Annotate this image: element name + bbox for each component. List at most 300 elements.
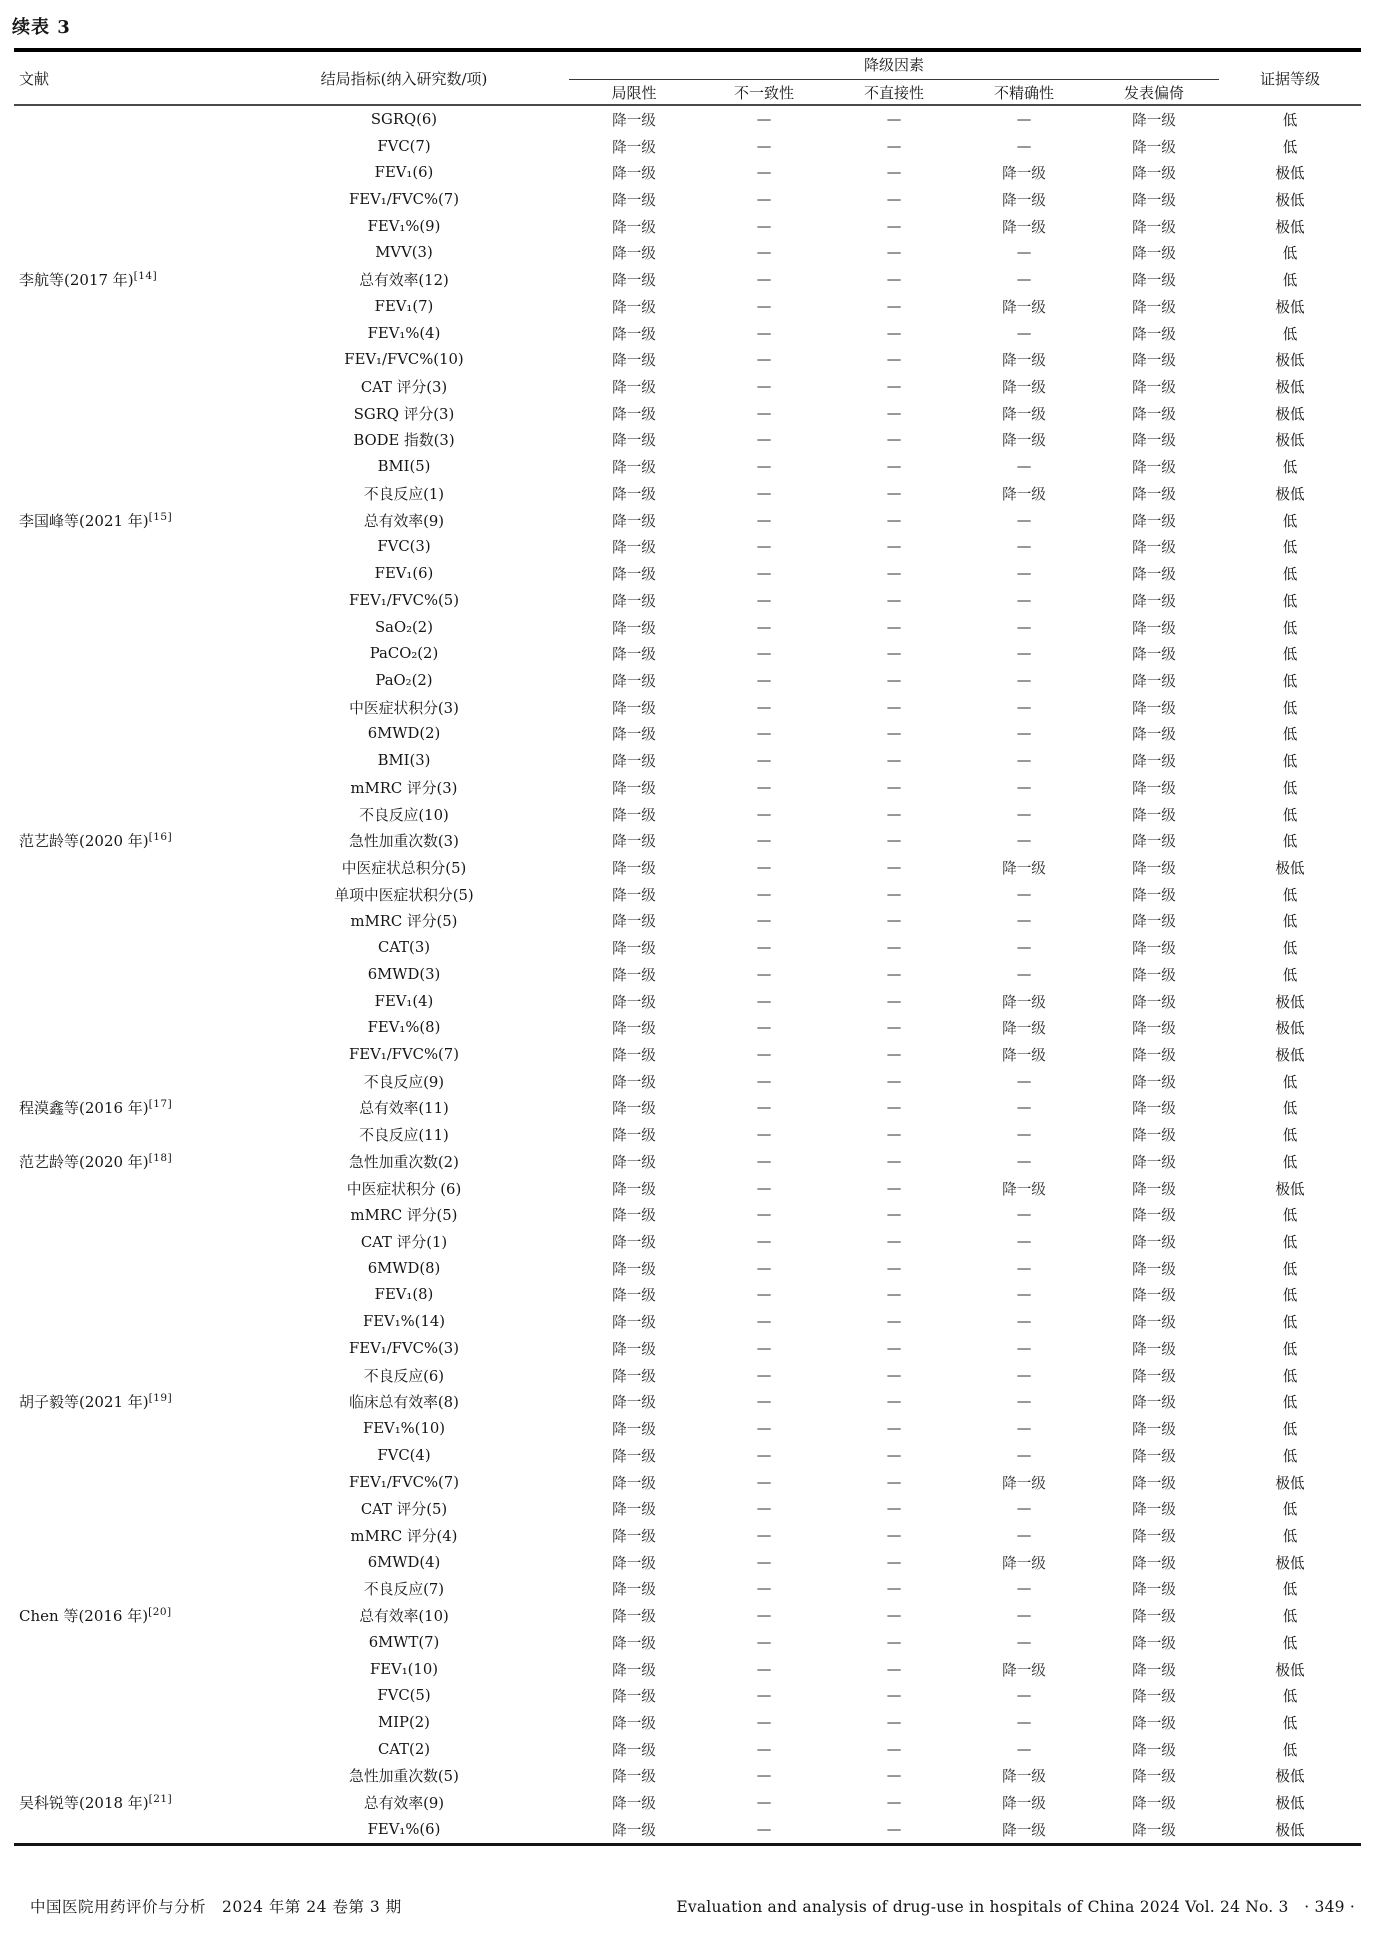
imprecision-value: — bbox=[1016, 618, 1032, 636]
indirectness-value: — bbox=[886, 752, 902, 770]
inconsistency-value: — bbox=[756, 1580, 772, 1598]
col-header-imprecision: 不精确性 bbox=[959, 80, 1089, 106]
outcome-label: 不良反应(9) bbox=[363, 1073, 445, 1091]
table-row bbox=[14, 801, 1361, 828]
limitation-value: 降一级 bbox=[612, 1314, 656, 1332]
outcome-label: CAT 评分(5) bbox=[360, 1501, 448, 1519]
publication-bias-value: 降一级 bbox=[1132, 1661, 1176, 1679]
table-row bbox=[14, 1201, 1361, 1228]
limitation-value: 降一级 bbox=[612, 1741, 656, 1759]
inconsistency-value: — bbox=[756, 752, 772, 770]
outcome-label: 临床总有效率(8) bbox=[349, 1394, 459, 1412]
evidence-grade-value: 低 bbox=[1282, 806, 1298, 824]
evidence-grade-value: 低 bbox=[1282, 1100, 1298, 1118]
table-row bbox=[14, 667, 1361, 694]
indirectness-value: — bbox=[886, 1126, 902, 1144]
outcome-label: FVC(3) bbox=[377, 538, 431, 556]
outcome-label: BMI(3) bbox=[377, 752, 431, 770]
publication-bias-value: 降一级 bbox=[1132, 1474, 1176, 1492]
imprecision-value: — bbox=[1016, 565, 1032, 583]
evidence-grade-value: 低 bbox=[1282, 1073, 1298, 1091]
imprecision-value: 降一级 bbox=[1002, 1180, 1046, 1198]
evidence-grade-value: 极低 bbox=[1275, 1661, 1305, 1679]
inconsistency-value: — bbox=[756, 110, 772, 128]
limitation-value: 降一级 bbox=[612, 859, 656, 877]
outcome-label: 总有效率(11) bbox=[359, 1100, 449, 1118]
table-body bbox=[14, 105, 1361, 1844]
reference-superscript: [18] bbox=[148, 1151, 173, 1164]
evidence-grade-value: 低 bbox=[1282, 1260, 1298, 1278]
table-row bbox=[14, 774, 1361, 801]
inconsistency-value: — bbox=[756, 1286, 772, 1304]
page-footer bbox=[30, 1895, 1355, 1917]
imprecision-value: — bbox=[1016, 1393, 1032, 1411]
indirectness-value: — bbox=[886, 484, 902, 502]
inconsistency-value: — bbox=[756, 484, 772, 502]
limitation-value: 降一级 bbox=[612, 111, 656, 129]
inconsistency-value: — bbox=[756, 591, 772, 609]
inconsistency-value: — bbox=[756, 698, 772, 716]
evidence-grade-value: 低 bbox=[1282, 1127, 1298, 1145]
inconsistency-value: — bbox=[756, 858, 772, 876]
outcome-label: CAT 评分(3) bbox=[360, 379, 448, 397]
limitation-value: 降一级 bbox=[612, 940, 656, 958]
limitation-value: 降一级 bbox=[612, 886, 656, 904]
limitation-value: 降一级 bbox=[612, 352, 656, 370]
evidence-grade-value: 极低 bbox=[1275, 432, 1305, 450]
table-row bbox=[14, 1736, 1361, 1763]
table-row bbox=[14, 266, 1361, 293]
outcome-label: 中医症状积分(3) bbox=[349, 699, 459, 717]
indirectness-value: — bbox=[886, 618, 902, 636]
table-row bbox=[14, 213, 1361, 240]
publication-bias-value: 降一级 bbox=[1132, 592, 1176, 610]
imprecision-value: 降一级 bbox=[1002, 859, 1046, 877]
imprecision-value: — bbox=[1016, 805, 1032, 823]
limitation-value: 降一级 bbox=[612, 512, 656, 530]
evidence-grade-value: 低 bbox=[1282, 1207, 1298, 1225]
outcome-label: FEV₁(6) bbox=[374, 164, 434, 182]
limitation-value: 降一级 bbox=[612, 298, 656, 316]
indirectness-value: — bbox=[886, 565, 902, 583]
limitation-value: 降一级 bbox=[612, 993, 656, 1011]
limitation-value: 降一级 bbox=[612, 1501, 656, 1519]
evidence-grade-value: 低 bbox=[1282, 966, 1298, 984]
publication-bias-value: 降一级 bbox=[1132, 165, 1176, 183]
indirectness-value: — bbox=[886, 1820, 902, 1838]
outcome-label: FEV₁(8) bbox=[374, 1286, 434, 1304]
table-row bbox=[14, 1682, 1361, 1709]
evidence-grade-value: 低 bbox=[1282, 1153, 1298, 1171]
imprecision-value: — bbox=[1016, 244, 1032, 262]
publication-bias-value: 降一级 bbox=[1132, 1207, 1176, 1225]
imprecision-value: — bbox=[1016, 1206, 1032, 1224]
table-row bbox=[14, 1789, 1361, 1816]
outcome-label: FVC(7) bbox=[377, 137, 431, 155]
evidence-grade-value: 极低 bbox=[1275, 298, 1305, 316]
journal-name-cn: 中国医院用药评价与分析 2024 年第 24 卷第 3 期 bbox=[30, 1897, 402, 1916]
publication-bias-value: 降一级 bbox=[1132, 1821, 1176, 1839]
limitation-value: 降一级 bbox=[612, 432, 656, 450]
publication-bias-value: 降一级 bbox=[1132, 1447, 1176, 1465]
col-header-outcome: 结局指标(纳入研究数/项) bbox=[239, 50, 569, 105]
publication-bias-value: 降一级 bbox=[1132, 619, 1176, 637]
indirectness-value: — bbox=[886, 244, 902, 262]
limitation-value: 降一级 bbox=[612, 1153, 656, 1171]
inconsistency-value: — bbox=[756, 565, 772, 583]
imprecision-value: 降一级 bbox=[1002, 1795, 1046, 1813]
inconsistency-value: — bbox=[756, 191, 772, 209]
publication-bias-value: 降一级 bbox=[1132, 1020, 1176, 1038]
evidence-grade-value: 低 bbox=[1282, 646, 1298, 664]
indirectness-value: — bbox=[886, 1206, 902, 1224]
inconsistency-value: — bbox=[756, 511, 772, 529]
outcome-label: SGRQ 评分(3) bbox=[353, 405, 455, 423]
indirectness-value: — bbox=[886, 1553, 902, 1571]
outcome-label: 总有效率(12) bbox=[359, 272, 449, 290]
limitation-value: 降一级 bbox=[612, 1608, 656, 1626]
limitation-value: 降一级 bbox=[612, 1073, 656, 1091]
table-row bbox=[14, 747, 1361, 774]
publication-bias-value: 降一级 bbox=[1132, 485, 1176, 503]
publication-bias-value: 降一级 bbox=[1132, 859, 1176, 877]
imprecision-value: — bbox=[1016, 1099, 1032, 1117]
indirectness-value: — bbox=[886, 1473, 902, 1491]
limitation-value: 降一级 bbox=[612, 1020, 656, 1038]
evidence-grade-value: 低 bbox=[1282, 1608, 1298, 1626]
indirectness-value: — bbox=[886, 1687, 902, 1705]
imprecision-value: 降一级 bbox=[1002, 192, 1046, 210]
publication-bias-value: 降一级 bbox=[1132, 672, 1176, 690]
indirectness-value: — bbox=[886, 1099, 902, 1117]
indirectness-value: — bbox=[886, 885, 902, 903]
limitation-value: 降一级 bbox=[612, 1234, 656, 1252]
evidence-grade-value: 低 bbox=[1282, 1714, 1298, 1732]
inconsistency-value: — bbox=[756, 1259, 772, 1277]
publication-bias-value: 降一级 bbox=[1132, 1234, 1176, 1252]
imprecision-value: — bbox=[1016, 271, 1032, 289]
evidence-grade-value: 低 bbox=[1282, 272, 1298, 290]
outcome-label: 中医症状积分 (6) bbox=[346, 1180, 462, 1198]
outcome-label: SaO₂(2) bbox=[375, 618, 433, 636]
imprecision-value: 降一级 bbox=[1002, 405, 1046, 423]
limitation-value: 降一级 bbox=[612, 699, 656, 717]
table-row bbox=[14, 1282, 1361, 1309]
table-row bbox=[14, 240, 1361, 267]
limitation-value: 降一级 bbox=[612, 138, 656, 156]
imprecision-value: — bbox=[1016, 1286, 1032, 1304]
evidence-grade-value: 低 bbox=[1282, 325, 1298, 343]
imprecision-value: 降一级 bbox=[1002, 352, 1046, 370]
inconsistency-value: — bbox=[756, 1794, 772, 1812]
indirectness-value: — bbox=[886, 645, 902, 663]
inconsistency-value: — bbox=[756, 1393, 772, 1411]
outcome-label: 6MWD(4) bbox=[367, 1553, 441, 1571]
outcome-label: 总有效率(10) bbox=[359, 1608, 449, 1626]
literature-label: 范艺龄等(2020 年) bbox=[19, 832, 149, 851]
outcome-label: MVV(3) bbox=[375, 244, 433, 262]
publication-bias-value: 降一级 bbox=[1132, 192, 1176, 210]
inconsistency-value: — bbox=[756, 164, 772, 182]
inconsistency-value: — bbox=[756, 965, 772, 983]
publication-bias-value: 降一级 bbox=[1132, 1741, 1176, 1759]
imprecision-value: 降一级 bbox=[1002, 993, 1046, 1011]
indirectness-value: — bbox=[886, 1019, 902, 1037]
evidence-grade-value: 极低 bbox=[1275, 1047, 1305, 1065]
publication-bias-value: 降一级 bbox=[1132, 1394, 1176, 1412]
inconsistency-value: — bbox=[756, 885, 772, 903]
indirectness-value: — bbox=[886, 1366, 902, 1384]
outcome-label: FEV₁%(10) bbox=[362, 1420, 446, 1438]
limitation-value: 降一级 bbox=[612, 1340, 656, 1358]
imprecision-value: — bbox=[1016, 698, 1032, 716]
inconsistency-value: — bbox=[756, 1526, 772, 1544]
imprecision-value: — bbox=[1016, 912, 1032, 930]
evidence-grade-value: 低 bbox=[1282, 512, 1298, 530]
imprecision-value: — bbox=[1016, 324, 1032, 342]
publication-bias-value: 降一级 bbox=[1132, 459, 1176, 477]
limitation-value: 降一级 bbox=[612, 1634, 656, 1652]
imprecision-value: 降一级 bbox=[1002, 218, 1046, 236]
outcome-label: FVC(4) bbox=[377, 1446, 431, 1464]
outcome-label: PaO₂(2) bbox=[375, 671, 433, 689]
publication-bias-value: 降一级 bbox=[1132, 325, 1176, 343]
indirectness-value: — bbox=[886, 1633, 902, 1651]
indirectness-value: — bbox=[886, 1286, 902, 1304]
inconsistency-value: — bbox=[756, 458, 772, 476]
limitation-value: 降一级 bbox=[612, 192, 656, 210]
limitation-value: 降一级 bbox=[612, 1474, 656, 1492]
evidence-grade-value: 低 bbox=[1282, 459, 1298, 477]
evidence-grade-value: 低 bbox=[1282, 1234, 1298, 1252]
publication-bias-value: 降一级 bbox=[1132, 886, 1176, 904]
table-row bbox=[14, 293, 1361, 320]
table-row bbox=[14, 186, 1361, 213]
indirectness-value: — bbox=[886, 1152, 902, 1170]
inconsistency-value: — bbox=[756, 378, 772, 396]
publication-bias-value: 降一级 bbox=[1132, 726, 1176, 744]
limitation-value: 降一级 bbox=[612, 1367, 656, 1385]
outcome-label: FEV₁%(14) bbox=[362, 1313, 446, 1331]
imprecision-value: 降一级 bbox=[1002, 1020, 1046, 1038]
indirectness-value: — bbox=[886, 1526, 902, 1544]
outcome-label: 急性加重次数(3) bbox=[349, 833, 459, 851]
table-row bbox=[14, 480, 1361, 507]
outcome-label: 单项中医症状积分(5) bbox=[334, 886, 474, 904]
imprecision-value: — bbox=[1016, 885, 1032, 903]
indirectness-value: — bbox=[886, 511, 902, 529]
publication-bias-value: 降一级 bbox=[1132, 806, 1176, 824]
outcome-label: CAT(2) bbox=[377, 1740, 431, 1758]
imprecision-value: — bbox=[1016, 778, 1032, 796]
indirectness-value: — bbox=[886, 137, 902, 155]
indirectness-value: — bbox=[886, 1767, 902, 1785]
imprecision-value: — bbox=[1016, 110, 1032, 128]
imprecision-value: 降一级 bbox=[1002, 165, 1046, 183]
publication-bias-value: 降一级 bbox=[1132, 1367, 1176, 1385]
inconsistency-value: — bbox=[756, 1072, 772, 1090]
imprecision-value: — bbox=[1016, 511, 1032, 529]
inconsistency-value: — bbox=[756, 1473, 772, 1491]
inconsistency-value: — bbox=[756, 939, 772, 957]
imprecision-value: 降一级 bbox=[1002, 1821, 1046, 1839]
publication-bias-value: 降一级 bbox=[1132, 1340, 1176, 1358]
table-row bbox=[14, 1469, 1361, 1496]
limitation-value: 降一级 bbox=[612, 913, 656, 931]
inconsistency-value: — bbox=[756, 805, 772, 823]
literature-label: 范艺龄等(2020 年) bbox=[19, 1152, 149, 1171]
imprecision-value: — bbox=[1016, 1339, 1032, 1357]
inconsistency-value: — bbox=[756, 538, 772, 556]
imprecision-value: — bbox=[1016, 1420, 1032, 1438]
indirectness-value: — bbox=[886, 965, 902, 983]
publication-bias-value: 降一级 bbox=[1132, 646, 1176, 664]
outcome-label: 6MWD(8) bbox=[367, 1259, 441, 1277]
evidence-grade-value: 低 bbox=[1282, 1527, 1298, 1545]
indirectness-value: — bbox=[886, 110, 902, 128]
limitation-value: 降一级 bbox=[612, 1527, 656, 1545]
publication-bias-value: 降一级 bbox=[1132, 111, 1176, 129]
table-row bbox=[14, 1095, 1361, 1122]
publication-bias-value: 降一级 bbox=[1132, 1180, 1176, 1198]
imprecision-value: — bbox=[1016, 1152, 1032, 1170]
inconsistency-value: — bbox=[756, 404, 772, 422]
imprecision-value: — bbox=[1016, 725, 1032, 743]
evidence-grade-value: 低 bbox=[1282, 699, 1298, 717]
table-row bbox=[14, 721, 1361, 748]
indirectness-value: — bbox=[886, 1580, 902, 1598]
table-row bbox=[14, 1576, 1361, 1603]
imprecision-value: — bbox=[1016, 458, 1032, 476]
publication-bias-value: 降一级 bbox=[1132, 1073, 1176, 1091]
publication-bias-value: 降一级 bbox=[1132, 1688, 1176, 1706]
publication-bias-value: 降一级 bbox=[1132, 1100, 1176, 1118]
publication-bias-value: 降一级 bbox=[1132, 699, 1176, 717]
outcome-label: 不良反应(10) bbox=[359, 806, 449, 824]
limitation-value: 降一级 bbox=[612, 726, 656, 744]
table-row bbox=[14, 1121, 1361, 1148]
outcome-label: FVC(5) bbox=[377, 1687, 431, 1705]
indirectness-value: — bbox=[886, 458, 902, 476]
limitation-value: 降一级 bbox=[612, 1554, 656, 1572]
inconsistency-value: — bbox=[756, 1767, 772, 1785]
evidence-grade-value: 低 bbox=[1282, 726, 1298, 744]
limitation-value: 降一级 bbox=[612, 1287, 656, 1305]
inconsistency-value: — bbox=[756, 1553, 772, 1571]
publication-bias-value: 降一级 bbox=[1132, 1608, 1176, 1626]
table-row bbox=[14, 1148, 1361, 1175]
inconsistency-value: — bbox=[756, 1687, 772, 1705]
table-row bbox=[14, 534, 1361, 561]
limitation-value: 降一级 bbox=[612, 1795, 656, 1813]
outcome-label: 6MWT(7) bbox=[368, 1633, 440, 1651]
imprecision-value: 降一级 bbox=[1002, 432, 1046, 450]
inconsistency-value: — bbox=[756, 1313, 772, 1331]
outcome-label: BODE 指数(3) bbox=[353, 432, 455, 450]
imprecision-value: — bbox=[1016, 671, 1032, 689]
inconsistency-value: — bbox=[756, 671, 772, 689]
outcome-label: mMRC 评分(5) bbox=[350, 1207, 458, 1225]
imprecision-value: — bbox=[1016, 1713, 1032, 1731]
inconsistency-value: — bbox=[756, 297, 772, 315]
publication-bias-value: 降一级 bbox=[1132, 833, 1176, 851]
inconsistency-value: — bbox=[756, 137, 772, 155]
table-row bbox=[14, 1415, 1361, 1442]
reference-superscript: [17] bbox=[148, 1098, 173, 1111]
table-row bbox=[14, 1816, 1361, 1844]
inconsistency-value: — bbox=[756, 1019, 772, 1037]
limitation-value: 降一级 bbox=[612, 1688, 656, 1706]
evidence-grade-value: 低 bbox=[1282, 1314, 1298, 1332]
evidence-grade-value: 低 bbox=[1282, 1394, 1298, 1412]
indirectness-value: — bbox=[886, 832, 902, 850]
table-row bbox=[14, 1228, 1361, 1255]
table-row bbox=[14, 105, 1361, 133]
inconsistency-value: — bbox=[756, 1179, 772, 1197]
col-header-publication-bias: 发表偏倚 bbox=[1089, 80, 1219, 106]
inconsistency-value: — bbox=[756, 832, 772, 850]
table-row bbox=[14, 1308, 1361, 1335]
evidence-grade-value: 极低 bbox=[1275, 859, 1305, 877]
outcome-label: 总有效率(9) bbox=[363, 512, 445, 530]
indirectness-value: — bbox=[886, 1393, 902, 1411]
publication-bias-value: 降一级 bbox=[1132, 512, 1176, 530]
limitation-value: 降一级 bbox=[612, 1661, 656, 1679]
evidence-grade-value: 极低 bbox=[1275, 192, 1305, 210]
imprecision-value: — bbox=[1016, 591, 1032, 609]
indirectness-value: — bbox=[886, 217, 902, 235]
literature-label: 胡子毅等(2021 年) bbox=[19, 1393, 149, 1412]
inconsistency-value: — bbox=[756, 324, 772, 342]
table-header bbox=[14, 50, 1361, 105]
inconsistency-value: — bbox=[756, 1206, 772, 1224]
imprecision-value: — bbox=[1016, 1500, 1032, 1518]
imprecision-value: 降一级 bbox=[1002, 485, 1046, 503]
indirectness-value: — bbox=[886, 378, 902, 396]
indirectness-value: — bbox=[886, 1420, 902, 1438]
imprecision-value: 降一级 bbox=[1002, 1661, 1046, 1679]
table-row bbox=[14, 159, 1361, 186]
table-row bbox=[14, 827, 1361, 854]
evidence-grade-value: 低 bbox=[1282, 753, 1298, 771]
limitation-value: 降一级 bbox=[612, 966, 656, 984]
inconsistency-value: — bbox=[756, 1713, 772, 1731]
reference-superscript: [20] bbox=[148, 1606, 172, 1619]
inconsistency-value: — bbox=[756, 618, 772, 636]
publication-bias-value: 降一级 bbox=[1132, 379, 1176, 397]
table-row bbox=[14, 400, 1361, 427]
table-row bbox=[14, 373, 1361, 400]
limitation-value: 降一级 bbox=[612, 806, 656, 824]
publication-bias-value: 降一级 bbox=[1132, 1581, 1176, 1599]
outcome-label: MIP(2) bbox=[378, 1713, 430, 1731]
col-header-evidence-grade: 证据等级 bbox=[1219, 50, 1361, 105]
literature-label: Chen 等(2016 年) bbox=[19, 1607, 149, 1626]
publication-bias-value: 降一级 bbox=[1132, 1634, 1176, 1652]
indirectness-value: — bbox=[886, 1794, 902, 1812]
table-row bbox=[14, 1522, 1361, 1549]
outcome-label: mMRC 评分(5) bbox=[350, 913, 458, 931]
table-row bbox=[14, 320, 1361, 347]
col-header-literature: 文献 bbox=[14, 50, 239, 105]
evidence-grade-value: 低 bbox=[1282, 940, 1298, 958]
evidence-grade-value: 低 bbox=[1282, 1340, 1298, 1358]
table-row bbox=[14, 1495, 1361, 1522]
publication-bias-value: 降一级 bbox=[1132, 352, 1176, 370]
evidence-grade-value: 极低 bbox=[1275, 485, 1305, 503]
limitation-value: 降一级 bbox=[612, 646, 656, 664]
evidence-grade-value: 低 bbox=[1282, 592, 1298, 610]
